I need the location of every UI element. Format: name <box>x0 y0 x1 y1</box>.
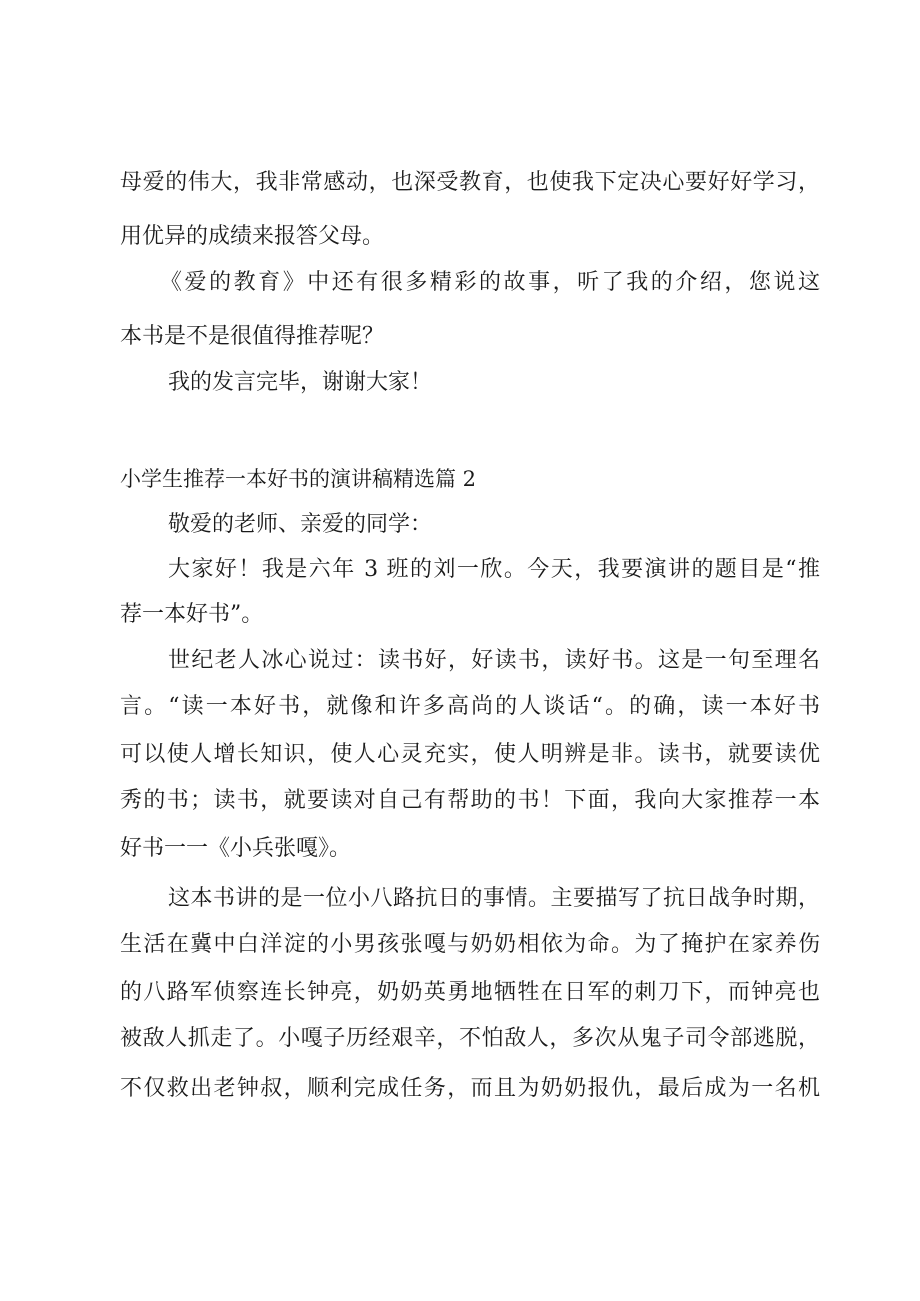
paragraph-line: 本书是不是很值得推荐呢？ <box>120 324 385 349</box>
paragraph-line: 秀的书；读书，就要读对自己有帮助的书！下面，我向大家推荐一本 <box>120 788 820 813</box>
paragraph-line: 生活在冀中白洋淀的小男孩张嘎与奶奶相依为命。为了掩护在家养伤 <box>120 932 820 957</box>
paragraph-line: 被敌人抓走了。小嘎子历经艰辛，不怕敌人，多次从鬼子司令部逃脱， <box>120 1026 820 1051</box>
paragraph-line: 的八路军侦察连长钟亮，奶奶英勇地牺牲在日军的刺刀下，而钟亮也 <box>120 980 820 1005</box>
paragraph-line: 不仅救出老钟叔，顺利完成任务，而且为奶奶报仇，最后成为一名机 <box>120 1076 820 1101</box>
paragraph-line: 《爱的教育》中还有很多精彩的故事，听了我的介绍，您说这 <box>160 270 820 295</box>
paragraph-line: 用优异的成绩来报答父母。 <box>120 224 385 249</box>
salutation-line: 敬爱的老师、亲爱的同学： <box>168 512 433 537</box>
paragraph-line: 荐一本好书”。 <box>120 602 264 627</box>
paragraph-line: 大家好！我是六年 3 班的刘一欣。今天，我要演讲的题目是“推 <box>168 557 820 582</box>
paragraph-line: 母爱的伟大，我非常感动，也深受教育，也使我下定决心要好好学习， <box>120 170 820 195</box>
paragraph-line: 好书一一《小兵张嘎》。 <box>120 836 352 861</box>
paragraph-line: 这本书讲的是一位小八路抗日的事情。主要描写了抗日战争时期， <box>168 886 820 911</box>
paragraph-line: 言。“读一本好书，就像和许多高尚的人谈话“。的确，读一本好书 <box>120 694 820 719</box>
paragraph-line: 世纪老人冰心说过：读书好，好读书，读好书。这是一句至理名 <box>168 648 820 673</box>
paragraph-line: 可以使人增长知识，使人心灵充实，使人明辨是非。读书，就要读优 <box>120 742 820 767</box>
paragraph-line: 我的发言完毕，谢谢大家！ <box>168 370 433 395</box>
section-heading: 小学生推荐一本好书的演讲稿精选篇 2 <box>120 467 477 491</box>
